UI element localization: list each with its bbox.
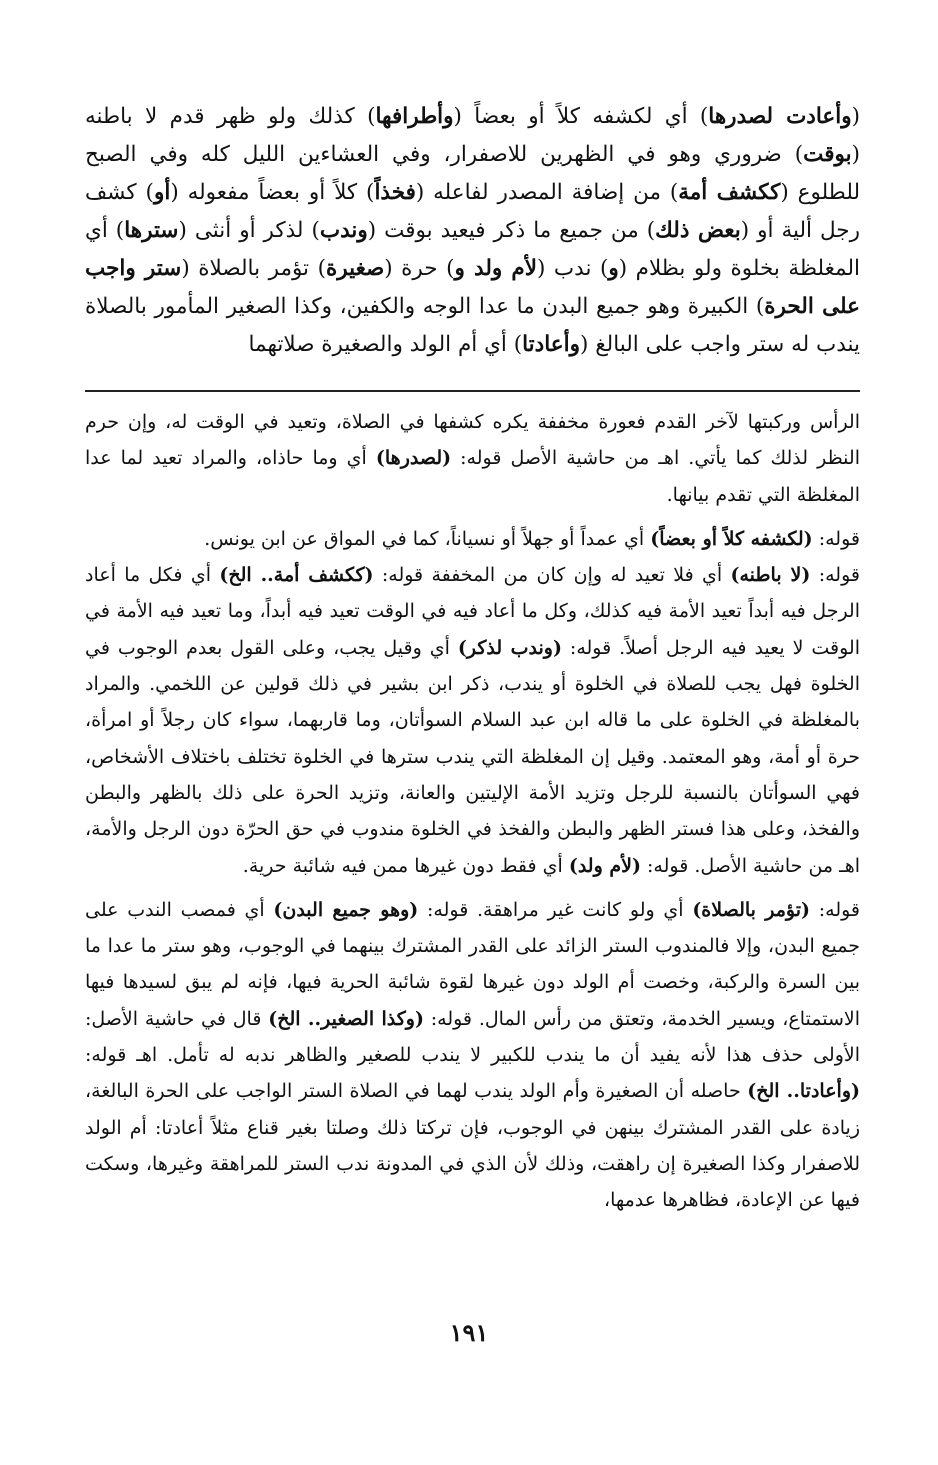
bold-term: (لأم ولد) [568,854,641,877]
text-run: ) الكبيرة وهو جميع البدن ما عدا الوجه والكفين، وكذا الصغير المأمور بالصلاة يندب له ستر واجب على البالغ ( [85,294,860,357]
bold-term: (لكشفه كلاً أو بعضاً) [650,527,813,550]
text-run: حاصله أن الصغيرة وأم الولد يندب لهما في الصلاة الستر الواجب على الحرة البالغة، زيادة على القدر المشترك بينهن في الوجوب، فإن تركتا ذلك وصلتا بغير قناع مثلاً أعادتا: أم الولد للاصفرار وكذا الصغيرة إن راهقت، وذلك لأن الذي في المدونة ندب الستر للمراهقة وغيرها، وسكت فيها عن الإعادة، فظاهرها عدمها، [85,1080,860,1212]
bold-term: فخذاً [374,180,416,205]
commentary-paragraph [85,557,860,884]
text-run: قوله: [810,564,860,587]
text-run: ) ضروري وهو في الظهرين للاصفرار، وفي العشاءين الليل كله وفي الصبح للطلوع ( [85,142,860,205]
bold-term: صغيرة [325,256,385,281]
commentary-notes [85,404,860,1219]
main-text [85,98,860,364]
bold-term: و [608,256,619,281]
text-run: أي عمداً أو جهلاً أو نسياناً، كما في المواق عن ابن يونس. [204,527,651,550]
footnote-divider [85,390,860,392]
text-run: ) كلاً أو بعضاً مفعوله ( [170,180,375,205]
page-number: ١٩١ [449,1318,489,1347]
commentary-paragraph [85,892,860,1219]
bold-term: (وكذا الصغير.. الخ) [268,1007,424,1030]
text-run: ) لذكر أو أنثى ( [178,218,320,243]
text-run: أي وما حاذاه، والمراد تعيد لما عدا المغلظة التي تقدم بيانها. [85,447,860,506]
bold-term: (تؤمر بالصلاة) [692,898,810,921]
bold-term: وأطرافها [375,104,454,129]
text-run: قوله: [812,527,860,550]
text-run: ) أي لكشفه كلاً أو بعضاً ( [453,104,709,129]
bold-term: وأعادت لصدرها [708,104,852,129]
text-run: ) حرة ( [384,256,455,281]
text-run: ) كذلك ولو ظهر قدم لا باطنه ( [85,104,860,167]
bold-term: بوقت [803,142,852,167]
page-body [85,98,860,1219]
text-run: ) من إضافة المصدر لفاعله ( [415,180,679,205]
text-run: ( [851,104,861,129]
bold-term: ككشف أمة [678,180,781,205]
bold-term: (وأعادتا.. الخ) [747,1080,861,1103]
text-run: أي فكل ما أعاد الرجل فيه أبداً تعيد الأمة فيه كذلك، وكل ما أعاد فيه في الوقت تعيد فيه أبداً، وما تعيد فيه الأمة في الوقت لا يعيد فيه الرجل أصلاً. قوله: [85,564,860,659]
main-text-paragraph [85,98,860,364]
text-run: أي فقط دون غيرها ممن فيه شائبة حرية. [242,854,569,877]
text-run: ) من جميع ما ذكر فيعيد بوقت ( [367,218,656,243]
text-run: ) ندب ( [537,256,609,281]
commentary-paragraph [85,404,860,513]
bold-term: (لصدرها) [375,447,452,470]
commentary-paragraph [85,521,860,557]
bold-term: لأم ولد و [454,256,537,281]
bold-term: ستر واجب على الحرة [85,256,860,319]
text-run: قوله: [810,898,860,921]
text-run: ) تؤمر بالصلاة ( [181,256,326,281]
bold-term: بعض ذلك [655,218,741,243]
bold-term: أو [153,180,171,205]
bold-term: (وهو جميع البدن) [273,898,419,921]
bold-term: سترها [124,218,179,243]
text-run: أي فمصب الندب على جميع البدن، وإلا فالمندوب الستر الزائد على القدر المشترك بينهما في الوجوب، وهو ستر ما عدا ما بين السرة والركبة، وخصت أم الولد دون غيرها لقوة شائبة الحرية فيها، فإنه لم يبق لسيدها فيها الاستمتاع، ويسير الخدمة، وتعتق من رأس المال. قوله: [85,898,861,1030]
bold-term: (ككشف أمة.. الخ) [219,564,374,587]
text-run: ) كشف رجل ألية أو ( [85,180,860,243]
bold-term: (وندب لذكر) [457,636,562,659]
text-run: أي وقيل يجب، وعلى القول بعدم الوجوب في الخلوة فهل يجب للصلاة في الخلوة أو يندب، ذكر ابن بشير في ذلك قولين عن اللخمي. والمراد بالمغلظة في الخلوة على ما قاله ابن عبد السلام السوأتان، وما قاربهما، سواء كان رجلاً أو امرأة، حرة أو أمة، وهو المعتمد. وقيل إن المغلظة التي يندب سترها في الخلوة تختلف باختلاف الأشخاص، فهي السوأتان بالنسبة للرجل وتزيد الأمة الإليتين والعانة، وتزيد الحرة على ذلك بالظهر والبطن والفخذ، وعلى هذا فستر الظهر والبطن والفخذ في الخلوة مندوب في حق الحرّة دون الرجل والأمة، اهـ من حاشية الأصل. قوله: [85,636,860,877]
text-run: أي ولو كانت غير مراهقة. قوله: [418,898,693,921]
bold-term: وأعادتا [522,332,580,357]
text-run: قال في حاشية الأصل: الأولى حذف هذا لأنه يفيد أن ما يندب للكبير لا يندب للصغير والظاهر ندبه له تأمل. اهـ قوله: [85,1007,860,1067]
text-run: الرأس وركبتها لآخر القدم فعورة مخففة يكره كشفها في الصلاة، وتعيد في الوقت له، وإن حرم النظر لذلك كما يأتي. اهـ من حاشية الأصل قوله: [85,411,860,470]
text-run: ) أي المغلظة بخلوة ولو بظلام ( [85,218,860,281]
text-run: ) أي أم الولد والصغيرة صلاتهما [248,332,523,357]
bold-term: وندب [319,218,368,243]
bold-term: (لا باطنه) [730,564,811,587]
text-run: أي فلا تعيد له وإن كان من المخففة قوله: [373,564,731,587]
